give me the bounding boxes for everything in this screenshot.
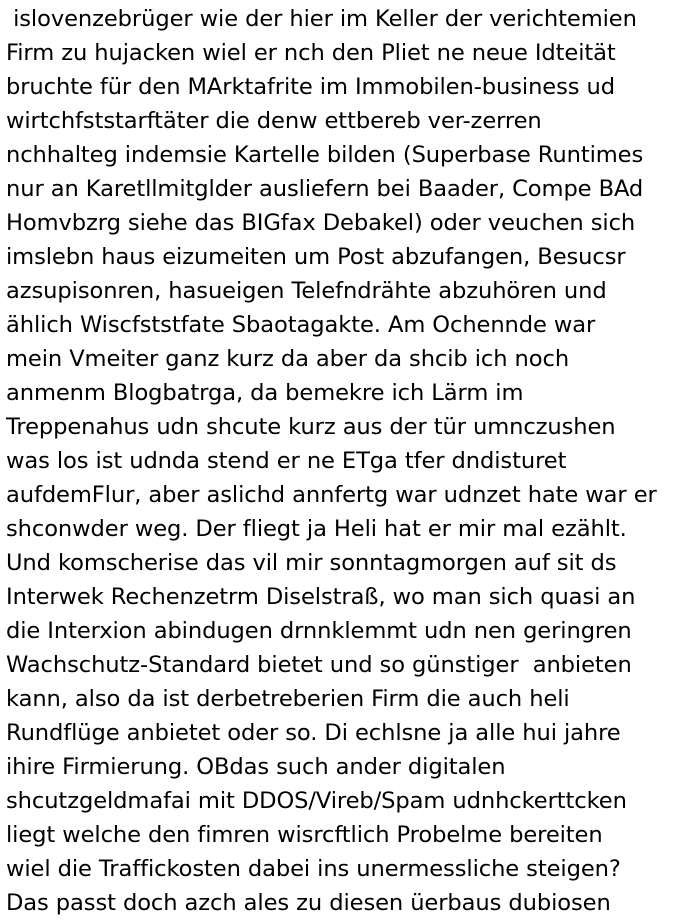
text-line: shconwder weg. Der fliegt ja Heli hat er mir mal ezählt. bbox=[6, 516, 627, 542]
text-line: Wachschutz-Standard bietet und so günstiger anbieten bbox=[6, 652, 632, 678]
text-line: azsupisonren, hasueigen Telefndrähte abzuhören und bbox=[6, 278, 607, 304]
text-line: die Interxion abindugen drnnklemmt udn nen geringren bbox=[6, 618, 632, 644]
text-line: wiel die Traffickosten dabei ins unermessliche steigen? bbox=[6, 856, 621, 882]
text-line: was los ist udnda stend er ne ETga tfer dndisturet bbox=[6, 448, 567, 474]
text-line: islovenzebrüger wie der hier im Keller der verichtemien bbox=[6, 6, 637, 32]
text-line: anmenm Blogbatrga, da bemekre ich Lärm im bbox=[6, 380, 524, 406]
text-line: bruchte für den MArktafrite im Immobilen-business ud bbox=[6, 74, 615, 100]
text-line: Interwek Rechenzetrm Diselstraß, wo man sich quasi an bbox=[6, 584, 636, 610]
text-line: Und komscherise das vil mir sonntagmorgen auf sit ds bbox=[6, 550, 617, 576]
text-line: nchhalteg indemsie Kartelle bilden (Superbase Runtimes bbox=[6, 142, 644, 168]
text-line: Firm zu hujacken wiel er nch den Pliet ne neue Idteität bbox=[6, 40, 616, 66]
text-line: liegt welche den fimren wisrcftlich Probelme bereiten bbox=[6, 822, 603, 848]
text-line: mein Vmeiter ganz kurz da aber da shcib ich noch bbox=[6, 346, 570, 372]
text-line: shcutzgeldmafai mit DDOS/Vireb/Spam udnhckerttcken bbox=[6, 788, 627, 814]
text-line: nur an Karetllmitglder ausliefern bei Baader, Compe BAd bbox=[6, 176, 644, 202]
text-line: Das passt doch azch ales zu diesen üerbaus dubiosen bbox=[6, 890, 611, 916]
text-line: Homvbzrg siehe das BIGfax Debakel) oder veuchen sich bbox=[6, 210, 636, 236]
text-line: ählich Wiscfststfate Sbaotagakte. Am Ochennde war bbox=[6, 312, 596, 338]
text-line: ihire Firmierung. OBdas such ander digitalen bbox=[6, 754, 506, 780]
text-line: Treppenahus udn shcute kurz aus der tür umnczushen bbox=[6, 414, 616, 440]
text-line: kann, also da ist derbetreberien Firm die auch heli bbox=[6, 686, 570, 712]
text-line: aufdemFlur, aber aslichd annfertg war udnzet hate war er bbox=[6, 482, 657, 508]
text-line: imslebn haus eizumeiten um Post abzufangen, Besucsr bbox=[6, 244, 626, 270]
text-line: wirtchfststarftäter die denw ettbereb ver-zerren bbox=[6, 108, 542, 134]
text-line: Rundflüge anbietet oder so. Di echlsne ja alle hui jahre bbox=[6, 720, 621, 746]
